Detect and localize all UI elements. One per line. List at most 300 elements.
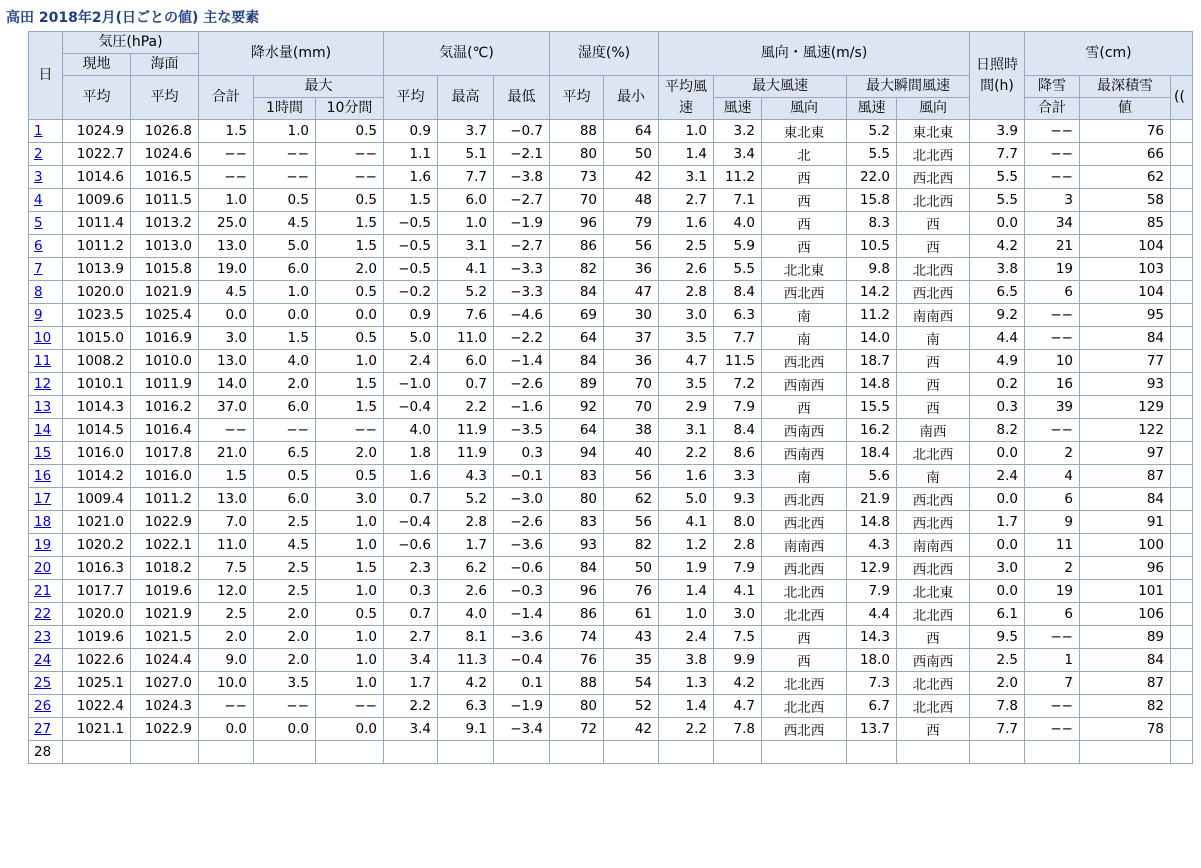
table-cell: 0.0 xyxy=(254,304,316,327)
day-link[interactable]: 21 xyxy=(34,583,52,599)
table-cell: 101 xyxy=(1080,580,1171,603)
table-cell: 西南西 xyxy=(762,419,847,442)
table-cell: 1008.2 xyxy=(63,350,131,373)
day-link[interactable]: 27 xyxy=(34,721,52,737)
day-link[interactable]: 11 xyxy=(34,353,52,369)
table-cell: 西 xyxy=(762,626,847,649)
day-cell xyxy=(29,580,63,603)
table-cell: 1027.0 xyxy=(131,672,199,695)
table-cell: 50 xyxy=(604,557,659,580)
table-cell: 1.8 xyxy=(384,442,438,465)
table-cell: −3.8 xyxy=(494,166,550,189)
table-cell: 西北西 xyxy=(897,511,970,534)
table-cell: 7.9 xyxy=(714,396,762,419)
table-cell: 1.2 xyxy=(659,534,714,557)
table-cell: −− xyxy=(1025,419,1080,442)
table-cell xyxy=(550,741,604,764)
table-cell: −2.7 xyxy=(494,189,550,212)
table-cell: 1.4 xyxy=(659,143,714,166)
snowfall-total-header: 合計 xyxy=(1025,98,1080,120)
table-cell: 1010.0 xyxy=(131,350,199,373)
table-cell: 1.5 xyxy=(316,373,384,396)
table-cell: 35 xyxy=(604,649,659,672)
table-cell xyxy=(254,741,316,764)
day-cell xyxy=(29,534,63,557)
table-cell: 1.6 xyxy=(659,212,714,235)
table-cell: 7.8 xyxy=(714,718,762,741)
table-cell: 北北東 xyxy=(897,580,970,603)
table-cell: 7.7 xyxy=(970,718,1025,741)
cut-column-cell xyxy=(1171,166,1193,189)
day-link[interactable]: 25 xyxy=(34,675,52,691)
table-cell: −0.3 xyxy=(494,580,550,603)
table-row xyxy=(29,511,1193,534)
table-cell xyxy=(199,741,254,764)
table-cell: 6 xyxy=(1025,488,1080,511)
table-cell: 5.1 xyxy=(438,143,494,166)
table-cell: 西 xyxy=(897,350,970,373)
table-cell: 西 xyxy=(897,718,970,741)
table-cell: −− xyxy=(199,695,254,718)
table-cell: 16 xyxy=(1025,373,1080,396)
day-link[interactable]: 9 xyxy=(34,307,43,323)
table-cell: 5.0 xyxy=(384,327,438,350)
table-row xyxy=(29,419,1193,442)
day-cell: 28 xyxy=(29,741,63,764)
table-cell: 1.7 xyxy=(970,511,1025,534)
table-cell: 76 xyxy=(604,580,659,603)
table-cell: 84 xyxy=(1080,327,1171,350)
table-row xyxy=(29,465,1193,488)
table-cell: −0.5 xyxy=(384,235,438,258)
table-cell: 3.0 xyxy=(316,488,384,511)
table-cell: 36 xyxy=(604,258,659,281)
table-cell: 80 xyxy=(550,695,604,718)
day-link[interactable]: 1 xyxy=(34,123,43,139)
table-cell: 52 xyxy=(604,695,659,718)
cut-column-cell xyxy=(1171,143,1193,166)
table-row xyxy=(29,649,1193,672)
table-cell: −1.4 xyxy=(494,603,550,626)
day-link[interactable]: 20 xyxy=(34,560,52,576)
table-cell: 7.0 xyxy=(199,511,254,534)
day-link[interactable]: 13 xyxy=(34,399,52,415)
cut-column-cell xyxy=(1171,304,1193,327)
table-cell: 77 xyxy=(1080,350,1171,373)
day-link[interactable]: 14 xyxy=(34,422,52,438)
table-cell: 0.0 xyxy=(970,534,1025,557)
day-link[interactable]: 24 xyxy=(34,652,52,668)
table-cell: 87 xyxy=(1080,672,1171,695)
table-cell: 1018.2 xyxy=(131,557,199,580)
avg-wind-header: 平均風速 xyxy=(659,76,714,120)
table-cell: −2.6 xyxy=(494,511,550,534)
table-cell: −0.4 xyxy=(494,649,550,672)
table-row xyxy=(29,557,1193,580)
table-cell: 西北西 xyxy=(897,488,970,511)
table-cell: 14.3 xyxy=(847,626,897,649)
table-cell: 3.9 xyxy=(970,120,1025,143)
table-cell: 2.5 xyxy=(254,511,316,534)
table-cell: 1016.4 xyxy=(131,419,199,442)
table-cell: 8.4 xyxy=(714,419,762,442)
table-cell: 0.5 xyxy=(316,327,384,350)
table-cell: 4.0 xyxy=(384,419,438,442)
station-pressure-header: 現地 xyxy=(63,54,131,76)
table-cell: 4.3 xyxy=(438,465,494,488)
cut-column-cell xyxy=(1171,534,1193,557)
day-cell xyxy=(29,143,63,166)
table-cell: 1019.6 xyxy=(63,626,131,649)
table-cell: 2.2 xyxy=(659,718,714,741)
table-cell: 2.7 xyxy=(659,189,714,212)
table-cell xyxy=(897,741,970,764)
table-cell: 1017.8 xyxy=(131,442,199,465)
day-link[interactable]: 26 xyxy=(34,698,52,714)
table-cell: 84 xyxy=(1080,488,1171,511)
table-cell: 11.9 xyxy=(438,419,494,442)
table-cell: 1021.5 xyxy=(131,626,199,649)
table-cell: 1025.1 xyxy=(63,672,131,695)
table-cell: −2.1 xyxy=(494,143,550,166)
table-cell: 12.9 xyxy=(847,557,897,580)
table-cell: 8.4 xyxy=(714,281,762,304)
table-cell: −− xyxy=(1025,166,1080,189)
table-cell: 1025.4 xyxy=(131,304,199,327)
table-cell: 6.1 xyxy=(970,603,1025,626)
cut-column-cell xyxy=(1171,649,1193,672)
table-cell: 25.0 xyxy=(199,212,254,235)
table-cell: 5.2 xyxy=(438,488,494,511)
table-cell: 1021.1 xyxy=(63,718,131,741)
day-link[interactable]: 22 xyxy=(34,606,52,622)
table-cell: 0.0 xyxy=(970,442,1025,465)
table-cell: 61 xyxy=(604,603,659,626)
table-cell: 87 xyxy=(1080,465,1171,488)
table-cell: 1013.0 xyxy=(131,235,199,258)
table-cell: −1.9 xyxy=(494,212,550,235)
day-link[interactable]: 18 xyxy=(34,514,52,530)
table-cell: 2.5 xyxy=(970,649,1025,672)
table-cell: 5.9 xyxy=(714,235,762,258)
table-cell: 8.2 xyxy=(970,419,1025,442)
table-cell: 5.2 xyxy=(847,120,897,143)
table-cell xyxy=(384,741,438,764)
table-cell: 1014.2 xyxy=(63,465,131,488)
table-cell: 1014.3 xyxy=(63,396,131,419)
table-cell: 82 xyxy=(1080,695,1171,718)
gust-dir-header: 風向 xyxy=(897,98,970,120)
table-cell: 1.6 xyxy=(384,465,438,488)
table-cell xyxy=(714,741,762,764)
table-cell: 西 xyxy=(762,166,847,189)
table-row xyxy=(29,488,1193,511)
cut-column-cell xyxy=(1171,465,1193,488)
table-cell: 西北西 xyxy=(762,281,847,304)
table-row xyxy=(29,281,1193,304)
page-title: 高田 2018年2月(日ごとの値) 主な要素 xyxy=(6,10,260,26)
table-cell: 56 xyxy=(604,511,659,534)
table-cell: 42 xyxy=(604,718,659,741)
table-cell: 1013.2 xyxy=(131,212,199,235)
table-cell: 東北東 xyxy=(897,120,970,143)
table-cell: 西北西 xyxy=(897,281,970,304)
table-cell: 1019.6 xyxy=(131,580,199,603)
day-link[interactable]: 19 xyxy=(34,537,52,553)
table-cell: 1.0 xyxy=(659,603,714,626)
table-cell: 1026.8 xyxy=(131,120,199,143)
day-cell xyxy=(29,373,63,396)
table-cell: 2.2 xyxy=(438,396,494,419)
table-cell: 1.0 xyxy=(316,350,384,373)
table-cell: 78 xyxy=(1080,718,1171,741)
table-cell: 西北西 xyxy=(762,350,847,373)
table-cell: 4.1 xyxy=(438,258,494,281)
table-cell: 100 xyxy=(1080,534,1171,557)
table-cell: 1.5 xyxy=(316,557,384,580)
table-cell: −3.3 xyxy=(494,258,550,281)
table-cell: 1024.6 xyxy=(131,143,199,166)
table-cell: 北北西 xyxy=(762,672,847,695)
table-cell: 南南西 xyxy=(897,534,970,557)
table-cell: 2.5 xyxy=(659,235,714,258)
table-cell: 64 xyxy=(550,327,604,350)
table-cell: 1016.0 xyxy=(63,442,131,465)
table-cell: 3.1 xyxy=(659,166,714,189)
table-cell: 11.0 xyxy=(438,327,494,350)
table-cell: 1.0 xyxy=(254,281,316,304)
day-link[interactable]: 23 xyxy=(34,629,52,645)
table-cell: 88 xyxy=(550,672,604,695)
table-cell: 93 xyxy=(1080,373,1171,396)
table-cell: 西 xyxy=(762,189,847,212)
table-cell: 4.5 xyxy=(254,534,316,557)
cut-column-cell xyxy=(1171,212,1193,235)
table-cell: 1014.5 xyxy=(63,419,131,442)
precip-header: 降水量(mm) xyxy=(199,32,384,76)
table-cell: 北北西 xyxy=(897,258,970,281)
day-link[interactable]: 6 xyxy=(34,238,43,254)
table-cell: 2.5 xyxy=(254,580,316,603)
table-cell: 0.5 xyxy=(316,189,384,212)
day-cell xyxy=(29,419,63,442)
table-cell: 21.9 xyxy=(847,488,897,511)
table-cell: 37 xyxy=(604,327,659,350)
table-cell: 4.4 xyxy=(847,603,897,626)
table-cell: 8.6 xyxy=(714,442,762,465)
day-link[interactable]: 15 xyxy=(34,445,52,461)
table-cell: −0.7 xyxy=(494,120,550,143)
table-cell: 4.0 xyxy=(438,603,494,626)
table-cell: 北北西 xyxy=(762,695,847,718)
table-cell: 西 xyxy=(897,373,970,396)
table-cell: −0.1 xyxy=(494,465,550,488)
cut-column-cell xyxy=(1171,672,1193,695)
table-cell: 30 xyxy=(604,304,659,327)
table-cell: 82 xyxy=(604,534,659,557)
table-row xyxy=(29,235,1193,258)
table-cell: 6.0 xyxy=(254,396,316,419)
day-link[interactable]: 4 xyxy=(34,192,43,208)
table-cell: 89 xyxy=(1080,626,1171,649)
table-cell: 7.8 xyxy=(970,695,1025,718)
table-cell: 11.2 xyxy=(847,304,897,327)
table-cell: 38 xyxy=(604,419,659,442)
day-cell xyxy=(29,212,63,235)
table-cell: 103 xyxy=(1080,258,1171,281)
table-cell: 7.6 xyxy=(438,304,494,327)
table-cell: −− xyxy=(1025,695,1080,718)
table-cell: 34 xyxy=(1025,212,1080,235)
cut-column-cell xyxy=(1171,281,1193,304)
table-cell: 西北西 xyxy=(762,557,847,580)
table-cell: 0.5 xyxy=(254,465,316,488)
table-cell: 6.0 xyxy=(438,350,494,373)
table-cell: 2.0 xyxy=(199,626,254,649)
table-cell: 0.0 xyxy=(970,212,1025,235)
table-cell: 64 xyxy=(550,419,604,442)
table-cell: 1024.4 xyxy=(131,649,199,672)
table-cell: 86 xyxy=(550,235,604,258)
table-cell: 106 xyxy=(1080,603,1171,626)
table-cell: 3 xyxy=(1025,189,1080,212)
table-cell: 13.0 xyxy=(199,350,254,373)
table-cell: 0.7 xyxy=(384,603,438,626)
table-cell xyxy=(762,741,847,764)
table-cell: −− xyxy=(316,419,384,442)
table-cell: 2.8 xyxy=(438,511,494,534)
table-cell: 1017.7 xyxy=(63,580,131,603)
day-link[interactable]: 16 xyxy=(34,468,52,484)
table-cell: 56 xyxy=(604,235,659,258)
day-link[interactable]: 10 xyxy=(34,330,52,346)
table-cell: 5.5 xyxy=(847,143,897,166)
table-cell: −2.6 xyxy=(494,373,550,396)
table-cell: 2.4 xyxy=(384,350,438,373)
table-cell: 2.6 xyxy=(659,258,714,281)
max-wind-speed-header: 風速 xyxy=(714,98,762,120)
table-cell: 4.2 xyxy=(438,672,494,695)
snowfall-header: 降雪 xyxy=(1025,76,1080,98)
table-cell: 北 xyxy=(762,143,847,166)
table-cell: 1020.0 xyxy=(63,603,131,626)
table-cell: 92 xyxy=(550,396,604,419)
table-cell: 1022.7 xyxy=(63,143,131,166)
table-cell: 西北西 xyxy=(762,718,847,741)
table-cell: 1016.9 xyxy=(131,327,199,350)
table-cell: 4.5 xyxy=(254,212,316,235)
table-cell: 6.5 xyxy=(254,442,316,465)
table-cell: 3.5 xyxy=(254,672,316,695)
table-cell: 南 xyxy=(762,327,847,350)
day-link[interactable]: 2 xyxy=(34,146,43,162)
table-cell: 1.0 xyxy=(254,120,316,143)
table-cell: 0.0 xyxy=(970,580,1025,603)
table-cell: −3.5 xyxy=(494,419,550,442)
cut-column-cell xyxy=(1171,557,1193,580)
humidity-avg-header: 平均 xyxy=(550,76,604,120)
day-link[interactable]: 5 xyxy=(34,215,43,231)
table-cell: 1016.3 xyxy=(63,557,131,580)
table-cell: −3.0 xyxy=(494,488,550,511)
table-cell: 10.0 xyxy=(199,672,254,695)
table-cell: 南 xyxy=(897,465,970,488)
table-cell: 1.0 xyxy=(316,511,384,534)
table-cell: −2.7 xyxy=(494,235,550,258)
sunshine-header: 日照時間(h) xyxy=(970,32,1025,120)
table-cell: 1.6 xyxy=(384,166,438,189)
table-cell: 1016.2 xyxy=(131,396,199,419)
table-cell: 1011.9 xyxy=(131,373,199,396)
table-cell: 7 xyxy=(1025,672,1080,695)
table-cell: 5.0 xyxy=(659,488,714,511)
table-cell: 14.8 xyxy=(847,511,897,534)
table-cell: 2.3 xyxy=(384,557,438,580)
table-row xyxy=(29,212,1193,235)
table-cell: 1014.6 xyxy=(63,166,131,189)
table-cell: 1.0 xyxy=(438,212,494,235)
day-link[interactable]: 8 xyxy=(34,284,43,300)
temp-high-header: 最高 xyxy=(438,76,494,120)
table-cell: −− xyxy=(254,143,316,166)
table-cell: 86 xyxy=(550,603,604,626)
table-cell: 3.7 xyxy=(438,120,494,143)
table-cell: 4.2 xyxy=(970,235,1025,258)
table-cell: 南 xyxy=(762,465,847,488)
table-cell: −− xyxy=(199,166,254,189)
table-cell: 9.5 xyxy=(970,626,1025,649)
table-cell: −0.5 xyxy=(384,258,438,281)
table-cell: 西 xyxy=(897,212,970,235)
table-cell xyxy=(494,741,550,764)
table-cell: −− xyxy=(316,143,384,166)
day-cell xyxy=(29,350,63,373)
table-cell: 96 xyxy=(1080,557,1171,580)
table-row xyxy=(29,143,1193,166)
day-cell xyxy=(29,626,63,649)
table-cell: 1009.6 xyxy=(63,189,131,212)
table-cell: 21.0 xyxy=(199,442,254,465)
table-cell: 0.0 xyxy=(316,304,384,327)
table-cell: 54 xyxy=(604,672,659,695)
table-cell: 4.9 xyxy=(970,350,1025,373)
day-link[interactable]: 17 xyxy=(34,491,52,507)
table-cell: 西 xyxy=(897,235,970,258)
table-cell: 1.5 xyxy=(199,465,254,488)
day-header: 日 xyxy=(29,32,63,120)
table-row xyxy=(29,442,1193,465)
max-depth-value-header: 値 xyxy=(1080,98,1171,120)
table-cell: 42 xyxy=(604,166,659,189)
table-cell: 83 xyxy=(550,511,604,534)
table-cell: 2.4 xyxy=(970,465,1025,488)
table-cell: −− xyxy=(199,143,254,166)
precip-1h-header: 1時間 xyxy=(254,98,316,120)
table-cell: −− xyxy=(316,695,384,718)
table-cell: 7.7 xyxy=(714,327,762,350)
table-cell: 0.0 xyxy=(199,718,254,741)
day-link[interactable]: 3 xyxy=(34,169,43,185)
table-cell: 1022.4 xyxy=(63,695,131,718)
day-link[interactable]: 7 xyxy=(34,261,43,277)
table-cell: 14.0 xyxy=(847,327,897,350)
table-cell: 104 xyxy=(1080,235,1171,258)
table-cell: 1.3 xyxy=(659,672,714,695)
table-cell: 1.5 xyxy=(384,189,438,212)
table-cell: 4.0 xyxy=(714,212,762,235)
day-link[interactable]: 12 xyxy=(34,376,52,392)
table-cell: 0.5 xyxy=(316,281,384,304)
